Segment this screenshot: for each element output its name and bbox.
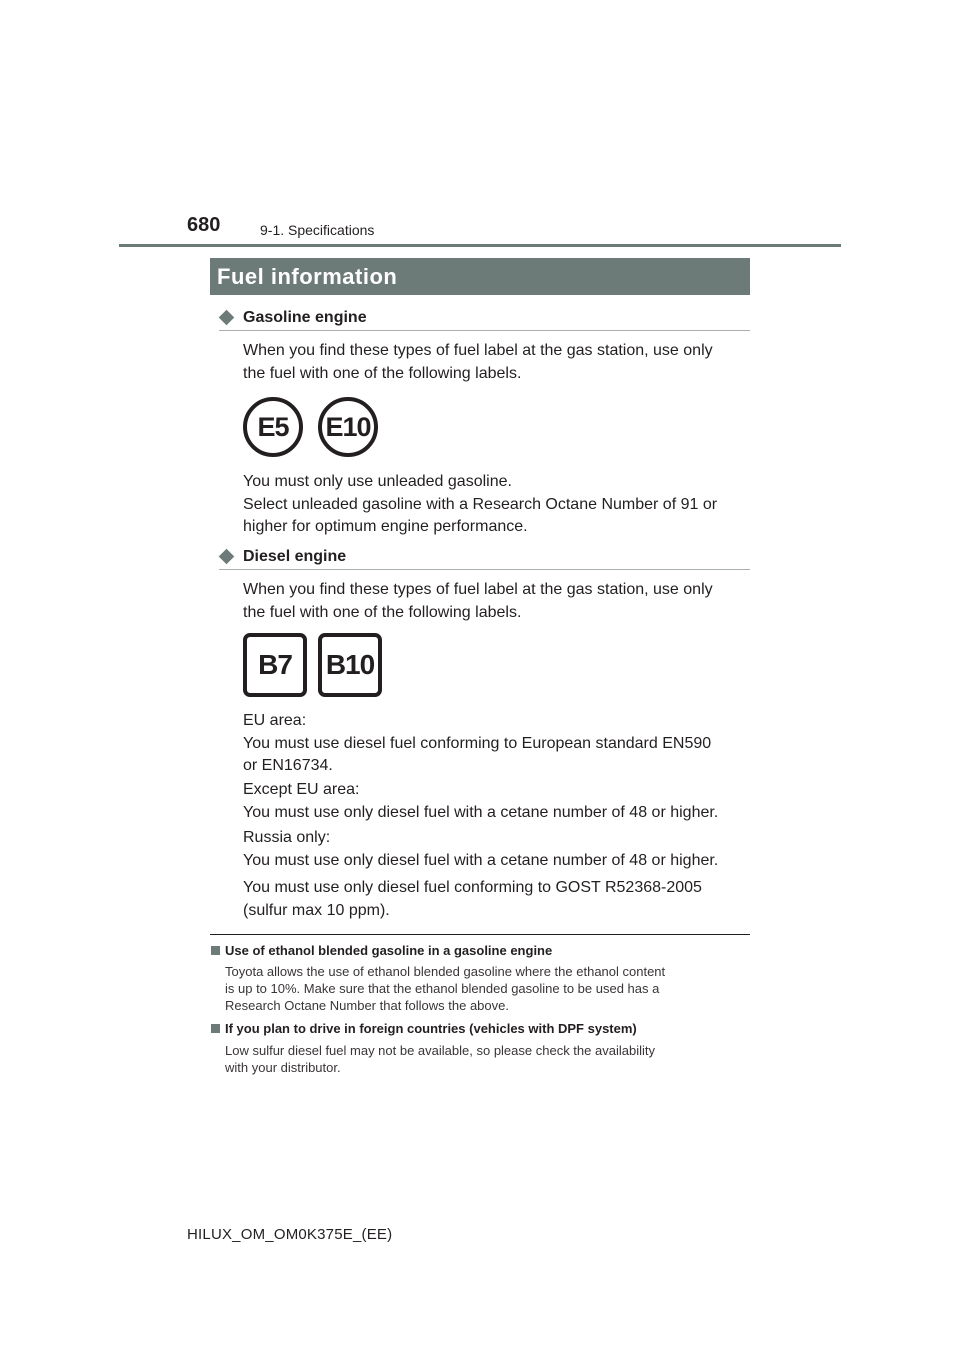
note-heading-foreign: [211, 1021, 637, 1036]
diesel-except-eu: [243, 779, 745, 824]
diesel-gost: [243, 877, 745, 922]
note-heading-foreign-text: If you plan to drive in foreign countries (vehicles with DPF system): [225, 1021, 637, 1036]
diesel-except-eu-line: You must use only diesel fuel with a cetane number of 48 or higher.: [243, 803, 719, 821]
note-line: Low sulfur diesel fuel may not be available, so please check the availability: [225, 1043, 655, 1058]
diesel-gost-line: (sulfur max 10 ppm).: [243, 901, 390, 919]
note-heading-ethanol: [211, 943, 552, 958]
fuel-label-e5: E5: [243, 397, 303, 457]
diesel-russia-line: Russia only:: [243, 829, 331, 846]
header-divider: [119, 244, 841, 247]
fuel-label-e10: E10: [318, 397, 378, 457]
gasoline-engine-heading: [219, 309, 750, 331]
diesel-intro-line: When you find these types of fuel label at the gas station, use only: [243, 581, 713, 598]
note-body-foreign: [225, 1042, 745, 1076]
page-title: Fuel information: [210, 258, 750, 295]
gasoline-intro: [243, 340, 745, 385]
diesel-eu-area: [243, 710, 745, 778]
diesel-gost-line: You must use only diesel fuel conforming to GOST R52368-2005: [243, 879, 702, 896]
diesel-intro-line: the fuel with one of the following labels.: [243, 603, 522, 621]
note-line: is up to 10%. Make sure that the ethanol blended gasoline to be used has a: [225, 981, 660, 996]
note-line: Toyota allows the use of ethanol blended gasoline where the ethanol content: [225, 964, 666, 979]
gasoline-intro-line: the fuel with one of the following labels.: [243, 364, 522, 382]
diesel-eu-line: EU area:: [243, 712, 307, 729]
diesel-engine-heading-text: Diesel engine: [243, 548, 347, 565]
diesel-except-eu-line: Except EU area:: [243, 781, 360, 798]
section-label: 9-1. Specifications: [260, 222, 375, 238]
note-line: with your distributor.: [225, 1060, 341, 1075]
gasoline-requirements: [243, 471, 745, 539]
diamond-bullet-icon: [219, 310, 235, 326]
diesel-eu-line: You must use diesel fuel conforming to European standard EN590: [243, 734, 712, 752]
fuel-label-b10: B10: [318, 633, 382, 697]
page-number: 680: [187, 214, 221, 236]
notes-divider: [210, 934, 750, 935]
square-bullet-icon: [211, 1024, 220, 1033]
gasoline-requirement-line: higher for optimum engine performance.: [243, 518, 528, 535]
diesel-eu-line: or EN16734.: [243, 757, 333, 774]
note-body-ethanol: [225, 963, 745, 1014]
square-bullet-icon: [211, 946, 220, 955]
diesel-russia: [243, 827, 745, 872]
fuel-label-b7: B7: [243, 633, 307, 697]
note-line: Research Octane Number that follows the above.: [225, 998, 509, 1013]
gasoline-intro-line: When you find these types of fuel label at the gas station, use only: [243, 342, 713, 359]
diesel-engine-heading: [219, 548, 750, 570]
gasoline-requirement-line: You must only use unleaded gasoline.: [243, 473, 512, 490]
document-code-footer: HILUX_OM_OM0K375E_(EE): [187, 1226, 393, 1243]
note-heading-ethanol-text: Use of ethanol blended gasoline in a gasoline engine: [225, 943, 553, 958]
diamond-bullet-icon: [219, 549, 235, 565]
gasoline-requirement-line: Select unleaded gasoline with a Research Octane Number of 91 or: [243, 495, 718, 513]
diesel-russia-line: You must use only diesel fuel with a cetane number of 48 or higher.: [243, 851, 719, 869]
diesel-intro: [243, 579, 745, 624]
gasoline-engine-heading-text: Gasoline engine: [243, 309, 367, 326]
